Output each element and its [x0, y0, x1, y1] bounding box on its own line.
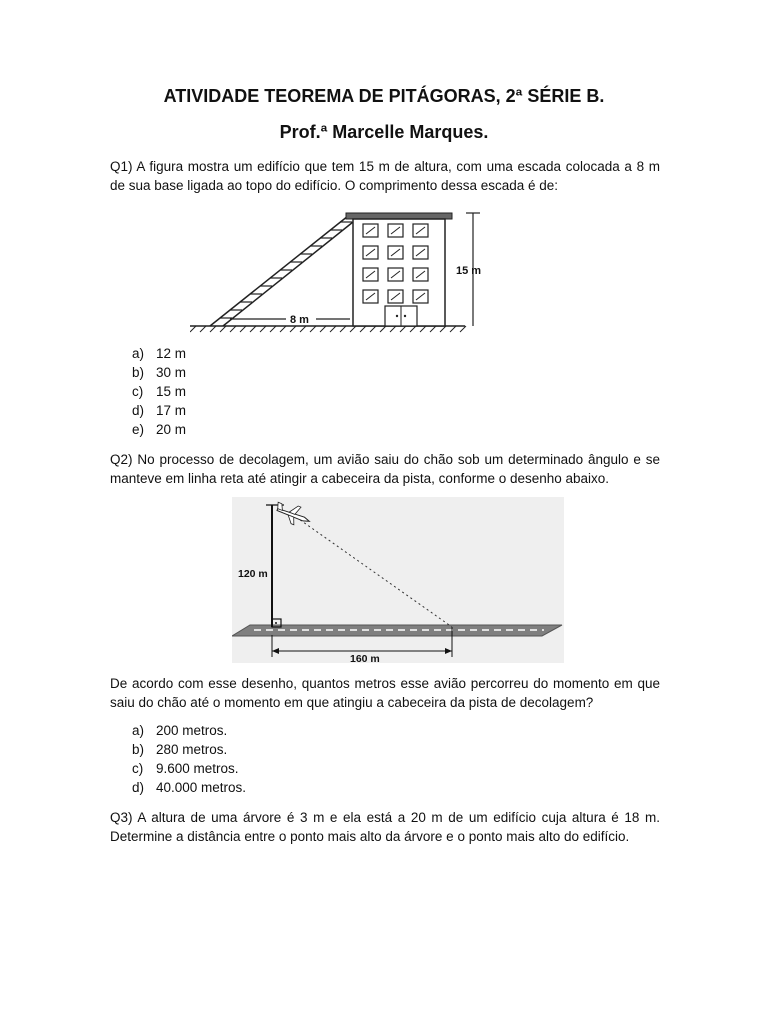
option-text: 17 m	[156, 403, 187, 418]
question-3-text: Q3) A altura de uma árvore é 3 m e ela está a 20 m de um edifício cuja altura é 18 m. Determine a distância entre o ponto mais alto da árvore e o ponto mais alto do edifício.	[110, 810, 660, 844]
option-item	[132, 420, 186, 439]
question-1-text: Q1) A figura mostra um edifício que tem 15 m de altura, com uma escada colocada a 8 m de sua base ligada ao topo do edifício. O comprimento dessa escada é de:	[110, 159, 660, 193]
question-2-text: Q2) No processo de decolagem, um avião saiu do chão sob um determinado ângulo e se manteve em linha reta até atingir a cabeceira da pista, conforme o desenho abaixo.	[110, 452, 660, 486]
option-item	[132, 382, 186, 401]
option-item	[132, 740, 246, 759]
option-item	[132, 778, 246, 797]
ladder	[210, 216, 358, 326]
option-letter: d)	[132, 403, 145, 418]
option-item	[132, 759, 246, 778]
option-item	[132, 344, 186, 363]
option-text: 40.000 metros.	[156, 780, 247, 795]
option-text: 30 m	[156, 365, 187, 380]
building	[346, 213, 452, 326]
base-label: 160 m	[350, 653, 380, 663]
ground-hatch	[190, 326, 466, 332]
airplane-takeoff-figure	[232, 497, 564, 663]
height-label: 120 m	[238, 568, 268, 580]
option-text: 12 m	[156, 346, 187, 361]
option-letter: b)	[132, 365, 145, 380]
question-2-options	[132, 721, 246, 797]
option-item	[132, 401, 186, 420]
option-letter: c)	[132, 384, 144, 399]
option-letter: b)	[132, 742, 145, 757]
option-item	[132, 721, 246, 740]
question-2-prompt: De acordo com esse desenho, quantos metros esse avião percorreu do momento em que saiu do chão até o momento em que atingiu a cabeceira da pista de decolagem?	[110, 676, 660, 710]
option-letter: a)	[132, 346, 145, 361]
building-ladder-figure	[190, 208, 500, 334]
ladder-base-label: 8 m	[290, 314, 309, 326]
page-title: ATIVIDADE TEOREMA DE PITÁGORAS, 2ª SÉRIE B.	[163, 86, 605, 106]
option-text: 20 m	[156, 422, 187, 437]
question-1-options	[132, 344, 186, 439]
option-letter: e)	[132, 422, 145, 437]
option-text: 9.600 metros.	[156, 761, 239, 776]
option-text: 280 metros.	[156, 742, 228, 757]
page-subtitle: Prof.ª Marcelle Marques.	[279, 122, 489, 142]
option-letter: c)	[132, 761, 144, 776]
option-text: 200 metros.	[156, 723, 228, 738]
figure-background	[232, 497, 564, 663]
option-letter: d)	[132, 780, 145, 795]
option-letter: a)	[132, 723, 145, 738]
option-text: 15 m	[156, 384, 187, 399]
option-item	[132, 363, 186, 382]
building-height-label: 15 m	[456, 265, 482, 277]
